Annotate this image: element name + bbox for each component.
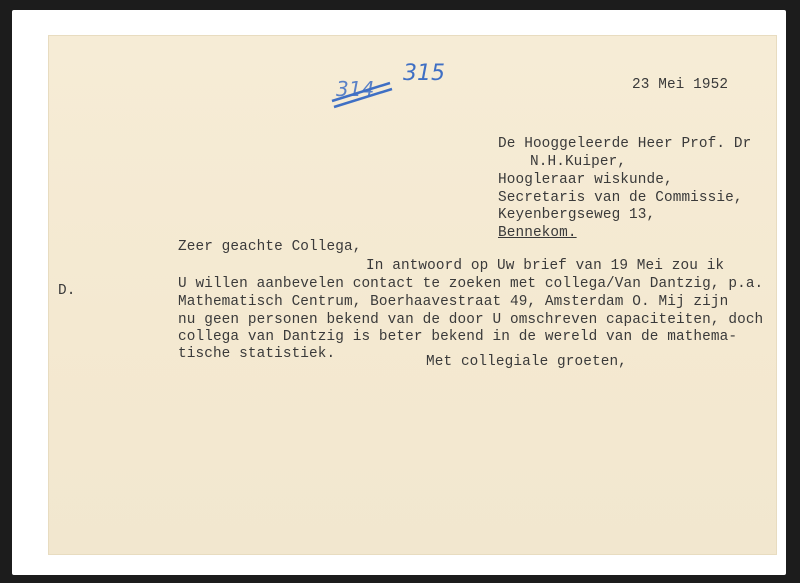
body-line: tische statistiek. xyxy=(178,346,336,362)
struck-number: 314 xyxy=(336,77,375,101)
body-line: In antwoord op Uw brief van 19 Mei zou ik xyxy=(366,258,725,274)
body-line: U willen aanbevelen contact te zoeken met collega/Van Dantzig, p.a. xyxy=(178,276,764,292)
letter-paper xyxy=(48,35,777,555)
recipient-line: Keyenbergseweg 13, xyxy=(498,207,656,223)
strike-through-mark xyxy=(328,73,398,113)
margin-mark: D. xyxy=(58,283,76,299)
salutation: Zeer geachte Collega, xyxy=(178,239,362,255)
scan-sheet xyxy=(12,10,786,575)
body-line: collega van Dantzig is beter bekend in de wereld van de mathema- xyxy=(178,329,738,345)
body-line: nu geen personen bekend van de door U omschreven capaciteiten, doch xyxy=(178,312,764,328)
letter-date: 23 Mei 1952 xyxy=(632,77,729,93)
handwritten-number: 315 xyxy=(403,61,445,86)
closing: Met collegiale groeten, xyxy=(426,354,627,370)
recipient-line: N.H.Kuiper, xyxy=(530,154,627,170)
recipient-line: Hoogleraar wiskunde, xyxy=(498,172,673,188)
recipient-line: Secretaris van de Commissie, xyxy=(498,190,743,206)
recipient-city: Bennekom. xyxy=(498,225,577,241)
recipient-line: De Hooggeleerde Heer Prof. Dr xyxy=(498,136,752,152)
body-line: Mathematisch Centrum, Boerhaavestraat 49, Amsterdam O. Mij zijn xyxy=(178,294,729,310)
